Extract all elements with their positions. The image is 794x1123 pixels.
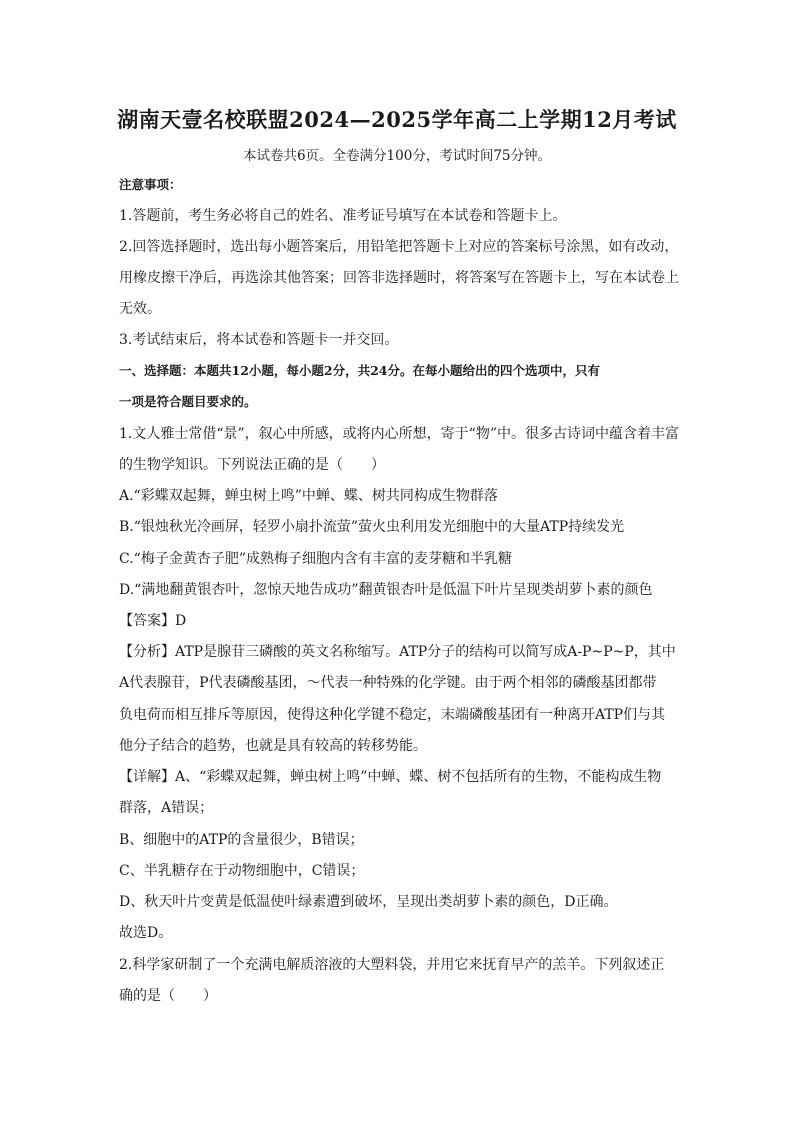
notes-heading: 注意事项： (119, 177, 182, 192)
q1-option-b: B.“银烛秋光冷画屏，轻罗小扇扑流萤”萤火虫利用发光细胞中的大量ATP持续发光 (119, 519, 625, 535)
q1-analysis-line-1: 【分析】ATP是腺苷三磷酸的英文名称缩写。ATP分子的结构可以简写成A-P~P~P，其中 (119, 644, 676, 660)
q1-detail-b: B、细胞中的ATP的含量很少，B错误； (119, 832, 364, 848)
q1-analysis-line-4: 他分子结合的趋势，也就是具有较高的转移势能。 (119, 738, 427, 754)
q2-stem-line-2: 确的是（ ） (119, 988, 217, 1004)
q1-detail-c: C、半乳糖存在于动物细胞中，C错误； (119, 863, 365, 879)
note-item-2-line-3: 无效。 (119, 301, 161, 317)
q2-stem-line-1: 2.科学家研制了一个充满电解质溶液的大塑料袋，并用它来抚育早产的羔羊。下列叙述正 (119, 957, 665, 973)
section-heading-line-2: 一项是符合题目要求的。 (119, 394, 257, 409)
note-item-3: 3.考试结束后，将本试卷和答题卡一并交回。 (119, 332, 399, 348)
q1-option-d: D.“满地翻黄银杏叶，忽惊天地告成功”翻黄银杏叶是低温下叶片呈现类胡萝卜素的颜色 (119, 582, 653, 598)
page-title: 湖南天壹名校联盟2024—2025学年高二上学期12月考试 (117, 107, 677, 132)
note-item-2-line-1: 2.回答选择题时，选出每小题答案后，用铅笔把答题卡上对应的答案标号涂黑，如有改动， (119, 239, 679, 255)
q1-detail-line-1: 【详解】A、“彩蝶双起舞，蝉虫树上鸣”中蝉、蝶、树不包括所有的生物，不能构成生物 (119, 769, 662, 785)
q1-stem-line-2: 的生物学知识。下列说法正确的是（ ） (119, 457, 385, 473)
q1-conclusion: 故选D。 (119, 925, 173, 941)
q1-option-a: A.“彩蝶双起舞，蝉虫树上鸣”中蝉、蝶、树共同构成生物群落 (119, 488, 498, 504)
section-heading-line-1: 一、选择题：本题共12小题，每小题2分，共24分。在每小题给出的四个选项中，只有 (119, 363, 600, 378)
q1-analysis-line-2: A代表腺苷，P代表磷酸基团，～代表一种特殊的化学键。由于两个相邻的磷酸基团都带 (119, 675, 657, 691)
q1-detail-line-2: 群落，A错误； (119, 800, 214, 816)
q1-stem-line-1: 1.文人雅士常借“景”，叙心中所感，或将内心所想，寄于“物”中。很多古诗词中蕴含着丰富 (119, 426, 679, 442)
q1-analysis-line-3: 负电荷而相互排斥等原因，使得这种化学键不稳定，末端磷酸基团有一种离开ATP们与其 (119, 707, 666, 723)
exam-info: 本试卷共6页。全卷满分100分，考试时间75分钟。 (242, 148, 552, 164)
q1-answer: 【答案】D (119, 613, 187, 629)
q1-detail-d: D、秋天叶片变黄是低温使叶绿素遭到破坏，呈现出类胡萝卜素的颜色，D正确。 (119, 894, 618, 910)
q1-option-c: C.“梅子金黄杏子肥”成熟梅子细胞内含有丰富的麦芽糖和半乳糖 (119, 551, 512, 567)
note-item-2-line-2: 用橡皮擦干净后，再选涂其他答案；回答非选择题时，将答案写在答题卡上，写在本试卷上 (119, 270, 679, 286)
note-item-1: 1.答题前，考生务必将自己的姓名、准考证号填写在本试卷和答题卡上。 (119, 208, 567, 224)
